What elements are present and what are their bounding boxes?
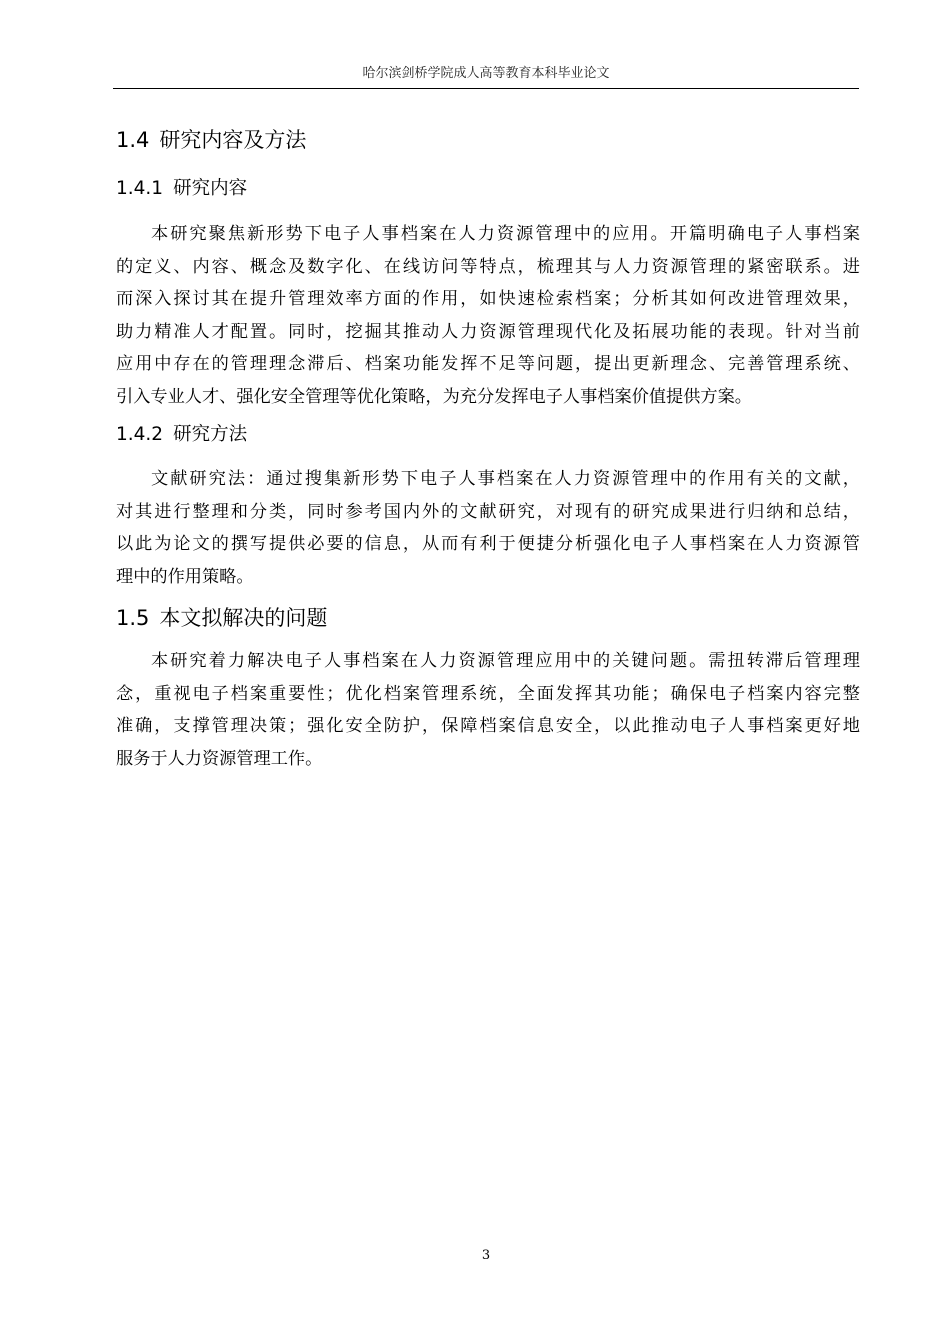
text-line: 理中的作用策略。 bbox=[116, 566, 254, 587]
text-line: 引入专业人才、强化安全管理等优化策略，为充分发挥电子人事档案价值提供方案。 bbox=[116, 386, 752, 407]
text-line: 念，重视电子档案重要性；优化档案管理系统，全面发挥其功能；确保电子档案内容完整 bbox=[116, 683, 860, 704]
text-line: 应用中存在的管理理念滞后、档案功能发挥不足等问题，提出更新理念、完善管理系统、 bbox=[116, 354, 860, 374]
section-title: 研究内容及方法 bbox=[159, 128, 307, 152]
text-line: 以此为论文的撰写提供必要的信息，从而有利于便捷分析强化电子人事档案在人力资源管 bbox=[116, 534, 860, 554]
section-heading-1-5 bbox=[116, 604, 327, 632]
page-number: 3 bbox=[481, 1248, 491, 1263]
text-line: 对其进行整理和分类，同时参考国内外的文献研究，对现有的研究成果进行归纳和总结， bbox=[116, 501, 860, 522]
paragraph-problems bbox=[116, 645, 860, 775]
paragraph-research-content bbox=[116, 218, 860, 413]
text-line: 本研究聚焦新形势下电子人事档案在人力资源管理中的应用。开篇明确电子人事档案 bbox=[151, 224, 860, 244]
subsection-number: 1.4.2 bbox=[116, 424, 164, 445]
text-line: 本研究着力解决电子人事档案在人力资源管理应用中的关键问题。需扭转滞后管理理 bbox=[151, 651, 860, 671]
text-line: 文献研究法：通过搜集新形势下电子人事档案在人力资源管理中的作用有关的文献， bbox=[151, 469, 860, 489]
subsection-title: 研究内容 bbox=[173, 178, 248, 199]
subsection-heading-1-4-2 bbox=[116, 422, 247, 448]
text-line: 的定义、内容、概念及数字化、在线访问等特点，梳理其与人力资源管理的紧密联系。进 bbox=[116, 256, 860, 277]
running-header bbox=[113, 64, 859, 89]
section-heading-1-4 bbox=[116, 126, 306, 154]
subsection-title: 研究方法 bbox=[173, 424, 248, 445]
text-line: 而深入探讨其在提升管理效率方面的作用，如快速检索档案；分析其如何改进管理效果， bbox=[116, 289, 860, 309]
section-number: 1.5 bbox=[116, 606, 150, 630]
subsection-heading-1-4-1 bbox=[116, 176, 247, 202]
subsection-number: 1.4.1 bbox=[116, 178, 164, 199]
section-title: 本文拟解决的问题 bbox=[159, 606, 328, 630]
text-line: 助力精准人才配置。同时，挖掘其推动人力资源管理现代化及拓展功能的表现。针对当前 bbox=[116, 321, 860, 342]
paragraph-research-method bbox=[116, 463, 860, 593]
text-line: 服务于人力资源管理工作。 bbox=[116, 748, 323, 769]
text-line: 准确，支撑管理决策；强化安全防护，保障档案信息安全，以此推动电子人事档案更好地 bbox=[116, 716, 860, 736]
running-header-title: 哈尔滨剑桥学院成人高等教育本科毕业论文 bbox=[362, 66, 610, 81]
section-number: 1.4 bbox=[116, 128, 150, 152]
